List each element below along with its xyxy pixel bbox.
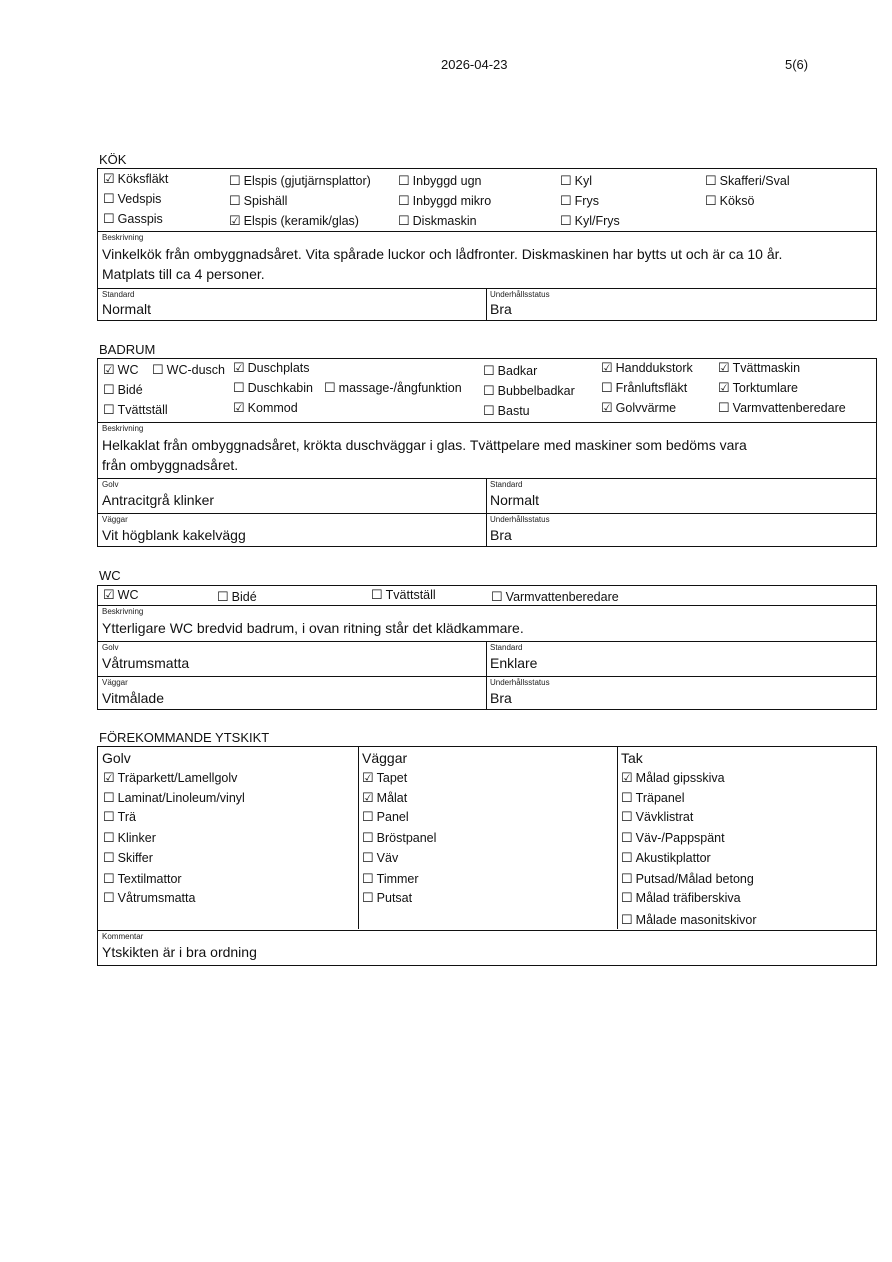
checkbox-putsad-målad-betong[interactable] (621, 871, 754, 887)
checkbox-label: Bröstpanel (376, 831, 437, 845)
checked-box-icon[interactable]: ☑ (103, 362, 115, 377)
unchecked-box-icon[interactable]: ☐ (103, 211, 115, 226)
checkbox-varmvattenberedare[interactable] (718, 400, 846, 416)
checkbox-label: Tvättställ (117, 403, 168, 417)
kok-beskrivning-line2: Matplats till ca 4 personer. (102, 266, 265, 282)
badrum-beskrivning-row (98, 422, 876, 478)
ytskikt-vaggar-title: Väggar (362, 750, 408, 766)
checkbox-wc-dusch[interactable] (152, 362, 225, 378)
unchecked-box-icon[interactable]: ☐ (103, 790, 115, 805)
section-title-badrum: BADRUM (99, 342, 156, 357)
badrum-standard-value: Normalt (490, 492, 540, 508)
page-number: 5(6) (785, 57, 809, 72)
checkbox-label: Trä (117, 810, 136, 824)
checkbox-label: Köksö (719, 194, 755, 208)
checkbox-massage-ångfunktion[interactable] (324, 380, 462, 396)
checked-box-icon[interactable]: ☑ (229, 213, 241, 228)
checked-box-icon[interactable]: ☑ (621, 770, 633, 785)
unchecked-box-icon[interactable]: ☐ (362, 850, 374, 865)
unchecked-box-icon[interactable]: ☐ (324, 380, 336, 395)
checkbox-label: WC (117, 588, 139, 602)
unchecked-box-icon[interactable]: ☐ (103, 382, 115, 397)
unchecked-box-icon[interactable]: ☐ (621, 790, 633, 805)
wc-standard-value: Enklare (490, 655, 538, 671)
unchecked-box-icon[interactable]: ☐ (371, 587, 383, 602)
badrum-golv-row (98, 478, 876, 513)
checkbox-label: Badkar (497, 364, 538, 378)
unchecked-box-icon[interactable]: ☐ (621, 850, 633, 865)
checkbox-label: Frys (574, 194, 599, 208)
checkbox-kyl[interactable] (560, 173, 592, 189)
checkbox-label: Putsat (376, 891, 413, 905)
section-title-ytskikt: FÖREKOMMANDE YTSKIKT (99, 730, 270, 745)
unchecked-box-icon[interactable]: ☐ (103, 850, 115, 865)
checkbox-köksö[interactable] (705, 193, 754, 209)
unchecked-box-icon[interactable]: ☐ (362, 890, 374, 905)
unchecked-box-icon[interactable]: ☐ (483, 403, 495, 418)
unchecked-box-icon[interactable]: ☐ (362, 871, 374, 886)
wc-standard-label: Standard (490, 643, 523, 652)
checkbox-label: Elspis (gjutjärnsplattor) (243, 174, 371, 188)
checked-box-icon[interactable]: ☑ (601, 400, 613, 415)
badrum-standard-label: Standard (490, 480, 523, 489)
unchecked-box-icon[interactable]: ☐ (560, 213, 572, 228)
checkbox-label: Klinker (117, 831, 156, 845)
unchecked-box-icon[interactable]: ☐ (362, 830, 374, 845)
checkbox-label: Kommod (247, 401, 298, 415)
ytskikt-kommentar-row (98, 930, 876, 965)
checked-box-icon[interactable]: ☑ (103, 171, 115, 186)
checkbox-label: Köksfläkt (117, 172, 169, 186)
checkbox-label: Tapet (376, 771, 408, 785)
checkbox-målad-träfiberskiva[interactable] (621, 890, 741, 906)
checkbox-label: Duschkabin (247, 381, 313, 395)
checkbox-väv[interactable] (362, 850, 398, 866)
wc-vaggar-row (98, 676, 876, 709)
unchecked-box-icon[interactable]: ☐ (103, 191, 115, 206)
ytskikt-tak-title: Tak (621, 750, 643, 766)
unchecked-box-icon[interactable]: ☐ (560, 193, 572, 208)
checkbox-label: Våtrumsmatta (117, 891, 196, 905)
unchecked-box-icon[interactable]: ☐ (601, 380, 613, 395)
checkbox-skafferi-sval[interactable] (705, 173, 790, 189)
unchecked-box-icon[interactable]: ☐ (103, 890, 115, 905)
checkbox-textilmattor[interactable] (103, 871, 182, 887)
wc-underhall-value: Bra (490, 690, 512, 706)
ytskikt-box (97, 746, 877, 966)
checkbox-trä[interactable] (103, 809, 136, 825)
checkbox-label: Väv (376, 851, 399, 865)
checkbox-kommod[interactable] (233, 400, 298, 416)
checkbox-tapet[interactable] (362, 770, 407, 786)
checkbox-golvvärme[interactable] (601, 400, 676, 416)
checked-box-icon[interactable]: ☑ (362, 770, 374, 785)
checkbox-wc[interactable] (103, 587, 138, 603)
checkbox-tvättmaskin[interactable] (718, 360, 800, 376)
unchecked-box-icon[interactable]: ☐ (705, 173, 717, 188)
checkbox-label: Spishäll (243, 194, 288, 208)
checkbox-label: Skiffer (117, 851, 153, 865)
kok-standard-row (98, 288, 876, 320)
unchecked-box-icon[interactable]: ☐ (621, 830, 633, 845)
section-title-kok: KÖK (99, 152, 127, 167)
wc-golv-row (98, 641, 876, 676)
wc-golv-value: Våtrumsmatta (102, 655, 190, 671)
wc-vaggar-label: Väggar (102, 678, 128, 687)
checkbox-label: Elspis (keramik/glas) (243, 214, 359, 228)
kok-standard-label: Standard (102, 290, 135, 299)
checkbox-spishäll[interactable] (229, 193, 287, 209)
checkbox-målad-gipsskiva[interactable] (621, 770, 725, 786)
checkbox-träparkett-lamellgolv[interactable] (103, 770, 237, 786)
badrum-beskrivning-label: Beskrivning (102, 424, 144, 433)
checkbox-label: Panel (376, 810, 409, 824)
checkbox-label: Vävklistrat (635, 810, 694, 824)
checkbox-label: Vedspis (117, 192, 162, 206)
unchecked-box-icon[interactable]: ☐ (103, 809, 115, 824)
checked-box-icon[interactable]: ☑ (718, 360, 730, 375)
wc-beskrivning-value: Ytterligare WC bredvid badrum, i ovan ritning står det klädkammare. (102, 620, 524, 636)
checkbox-label: Varmvattenberedare (505, 590, 619, 604)
checkbox-akustikplattor[interactable] (621, 850, 711, 866)
unchecked-box-icon[interactable]: ☐ (103, 402, 115, 417)
checkbox-label: Gasspis (117, 212, 163, 226)
checkbox-väv-pappspänt[interactable] (621, 830, 725, 846)
checkbox-målat[interactable] (362, 790, 407, 806)
badrum-box (97, 358, 877, 547)
checkbox-badkar[interactable] (483, 363, 537, 379)
checkbox-label: Tvättmaskin (732, 361, 801, 375)
checkbox-duschplats[interactable] (233, 360, 310, 376)
checkbox-label: Textilmattor (117, 872, 182, 886)
checkbox-köksfläkt[interactable] (103, 171, 168, 187)
checkbox-label: Träpanel (635, 791, 685, 805)
checkbox-torktumlare[interactable] (718, 380, 798, 396)
unchecked-box-icon[interactable]: ☐ (229, 173, 241, 188)
unchecked-box-icon[interactable]: ☐ (103, 871, 115, 886)
checkbox-label: Duschplats (247, 361, 310, 375)
checkbox-label: Akustikplattor (635, 851, 711, 865)
checkbox-label: Frånluftsfläkt (615, 381, 688, 395)
checkbox-tvättställ[interactable] (371, 587, 436, 603)
checkbox-label: WC (117, 363, 139, 377)
unchecked-box-icon[interactable]: ☐ (560, 173, 572, 188)
checkbox-label: Bastu (497, 404, 530, 418)
unchecked-box-icon[interactable]: ☐ (483, 383, 495, 398)
checked-box-icon[interactable]: ☑ (601, 360, 613, 375)
ytskikt-golv-title: Golv (102, 750, 131, 766)
checkbox-panel[interactable] (362, 809, 409, 825)
checkbox-bubbelbadkar[interactable] (483, 383, 575, 399)
checkbox-handdukstork[interactable] (601, 360, 693, 376)
checkbox-tvättställ[interactable] (103, 402, 168, 418)
unchecked-box-icon[interactable]: ☐ (398, 213, 410, 228)
checkbox-label: Skafferi/Sval (719, 174, 790, 188)
checked-box-icon[interactable]: ☑ (233, 400, 245, 415)
checkbox-bidé[interactable] (103, 382, 143, 398)
checkbox-bastu[interactable] (483, 403, 530, 419)
checkbox-label: massage-/ångfunktion (338, 381, 462, 395)
checkbox-timmer[interactable] (362, 871, 419, 887)
checkbox-vedspis[interactable] (103, 191, 161, 207)
checkbox-elspis-keramik-glas-[interactable] (229, 213, 359, 229)
checkbox-label: Bubbelbadkar (497, 384, 575, 398)
badrum-golv-label: Golv (102, 480, 119, 489)
badrum-beskrivning-line2: från ombyggnadsåret. (102, 457, 239, 473)
checkbox-gasspis[interactable] (103, 211, 163, 227)
unchecked-box-icon[interactable]: ☐ (621, 912, 633, 927)
checkbox-varmvattenberedare[interactable] (491, 589, 619, 605)
checkbox-label: Handdukstork (615, 361, 693, 375)
checkbox-label: Varmvattenberedare (732, 401, 846, 415)
unchecked-box-icon[interactable]: ☐ (103, 830, 115, 845)
checkbox-frys[interactable] (560, 193, 599, 209)
page-date: 2026-04-23 (441, 57, 508, 72)
wc-box (97, 585, 877, 710)
checkbox-klinker[interactable] (103, 830, 156, 846)
checkbox-label: Bidé (117, 383, 143, 397)
checkbox-label: Målad gipsskiva (635, 771, 725, 785)
kok-beskrivning-line1: Vinkelkök från ombyggnadsåret. Vita spårade luckor och lådfronter. Diskmaskinen har bytts ut och är ca 10 år. (102, 246, 783, 262)
checkbox-label: Laminat/Linoleum/vinyl (117, 791, 245, 805)
checkbox-frånluftsfläkt[interactable] (601, 380, 687, 396)
checkbox-label: Torktumlare (732, 381, 798, 395)
unchecked-box-icon[interactable]: ☐ (483, 363, 495, 378)
checkbox-duschkabin[interactable] (233, 380, 313, 396)
checkbox-label: WC-dusch (166, 363, 225, 377)
badrum-golv-value: Antracitgrå klinker (102, 492, 215, 508)
unchecked-box-icon[interactable]: ☐ (718, 400, 730, 415)
checkbox-laminat-linoleum-vinyl[interactable] (103, 790, 245, 806)
checkbox-label: Bidé (231, 590, 257, 604)
unchecked-box-icon[interactable]: ☐ (233, 380, 245, 395)
unchecked-box-icon[interactable]: ☐ (621, 871, 633, 886)
checkbox-label: Målad träfiberskiva (635, 891, 741, 905)
checked-box-icon[interactable]: ☑ (103, 770, 115, 785)
unchecked-box-icon[interactable]: ☐ (621, 809, 633, 824)
checked-box-icon[interactable]: ☑ (103, 587, 115, 602)
ytskikt-kommentar-value: Ytskikten är i bra ordning (102, 944, 257, 960)
checkbox-label: Inbyggd mikro (412, 194, 492, 208)
unchecked-box-icon[interactable]: ☐ (621, 890, 633, 905)
badrum-vaggar-value: Vit högblank kakelvägg (102, 527, 246, 543)
checkbox-träpanel[interactable] (621, 790, 685, 806)
unchecked-box-icon[interactable]: ☐ (217, 589, 229, 604)
wc-golv-label: Golv (102, 643, 119, 652)
checkbox-label: Kyl (574, 174, 593, 188)
checkbox-diskmaskin[interactable] (398, 213, 477, 229)
checkbox-label: Tvättställ (385, 588, 436, 602)
checkbox-putsat[interactable] (362, 890, 412, 906)
checked-box-icon[interactable]: ☑ (362, 790, 374, 805)
checkbox-label: Målade masonitskivor (635, 913, 757, 927)
checkbox-label: Inbyggd ugn (412, 174, 482, 188)
kok-beskrivning-row (98, 231, 876, 288)
wc-vaggar-value: Vitmålade (102, 690, 165, 706)
kok-underhall-label: Underhållsstatus (490, 290, 550, 299)
checkbox-bidé[interactable] (217, 589, 257, 605)
unchecked-box-icon[interactable]: ☐ (229, 193, 241, 208)
wc-beskrivning-label: Beskrivning (102, 607, 144, 616)
checkbox-bröstpanel[interactable] (362, 830, 436, 846)
checkbox-label: Golvvärme (615, 401, 677, 415)
unchecked-box-icon[interactable]: ☐ (491, 589, 503, 604)
checkbox-skiffer[interactable] (103, 850, 153, 866)
checkbox-label: Väv-/Pappspänt (635, 831, 725, 845)
badrum-vaggar-label: Väggar (102, 515, 128, 524)
checkbox-label: Timmer (376, 872, 419, 886)
section-title-wc: WC (99, 568, 121, 583)
checkbox-label: Putsad/Målad betong (635, 872, 754, 886)
checkbox-wc[interactable] (103, 362, 138, 378)
wc-beskrivning-row (98, 605, 876, 641)
wc-underhall-label: Underhållsstatus (490, 678, 550, 687)
checkbox-våtrumsmatta[interactable] (103, 890, 195, 906)
kok-beskrivning-label: Beskrivning (102, 233, 144, 242)
unchecked-box-icon[interactable]: ☐ (398, 193, 410, 208)
kok-box (97, 168, 877, 321)
unchecked-box-icon[interactable]: ☐ (705, 193, 717, 208)
checkbox-label: Diskmaskin (412, 214, 477, 228)
checkbox-vävklistrat[interactable] (621, 809, 693, 825)
checkbox-elspis-gjutjärnsplattor-[interactable] (229, 173, 371, 189)
badrum-beskrivning-line1: Helkaklat från ombyggnadsåret, krökta duschväggar i glas. Tvättpelare med maskiner som bedöms vara (102, 437, 747, 453)
badrum-underhall-label: Underhållsstatus (490, 515, 550, 524)
unchecked-box-icon[interactable]: ☐ (152, 362, 164, 377)
checkbox-inbyggd-ugn[interactable] (398, 173, 481, 189)
checkbox-label: Målat (376, 791, 408, 805)
checkbox-kyl-frys[interactable] (560, 213, 620, 229)
kok-underhall-value: Bra (490, 301, 512, 317)
checkbox-label: Kyl/Frys (574, 214, 620, 228)
checkbox-label: Träparkett/Lamellgolv (117, 771, 238, 785)
unchecked-box-icon[interactable]: ☐ (362, 809, 374, 824)
checkbox-målade-masonitskivor[interactable] (621, 912, 757, 928)
ytskikt-kommentar-label: Kommentar (102, 932, 144, 941)
unchecked-box-icon[interactable]: ☐ (398, 173, 410, 188)
badrum-underhall-value: Bra (490, 527, 512, 543)
checked-box-icon[interactable]: ☑ (233, 360, 245, 375)
badrum-vaggar-row (98, 513, 876, 546)
checked-box-icon[interactable]: ☑ (718, 380, 730, 395)
checkbox-inbyggd-mikro[interactable] (398, 193, 491, 209)
kok-standard-value: Normalt (102, 301, 152, 317)
